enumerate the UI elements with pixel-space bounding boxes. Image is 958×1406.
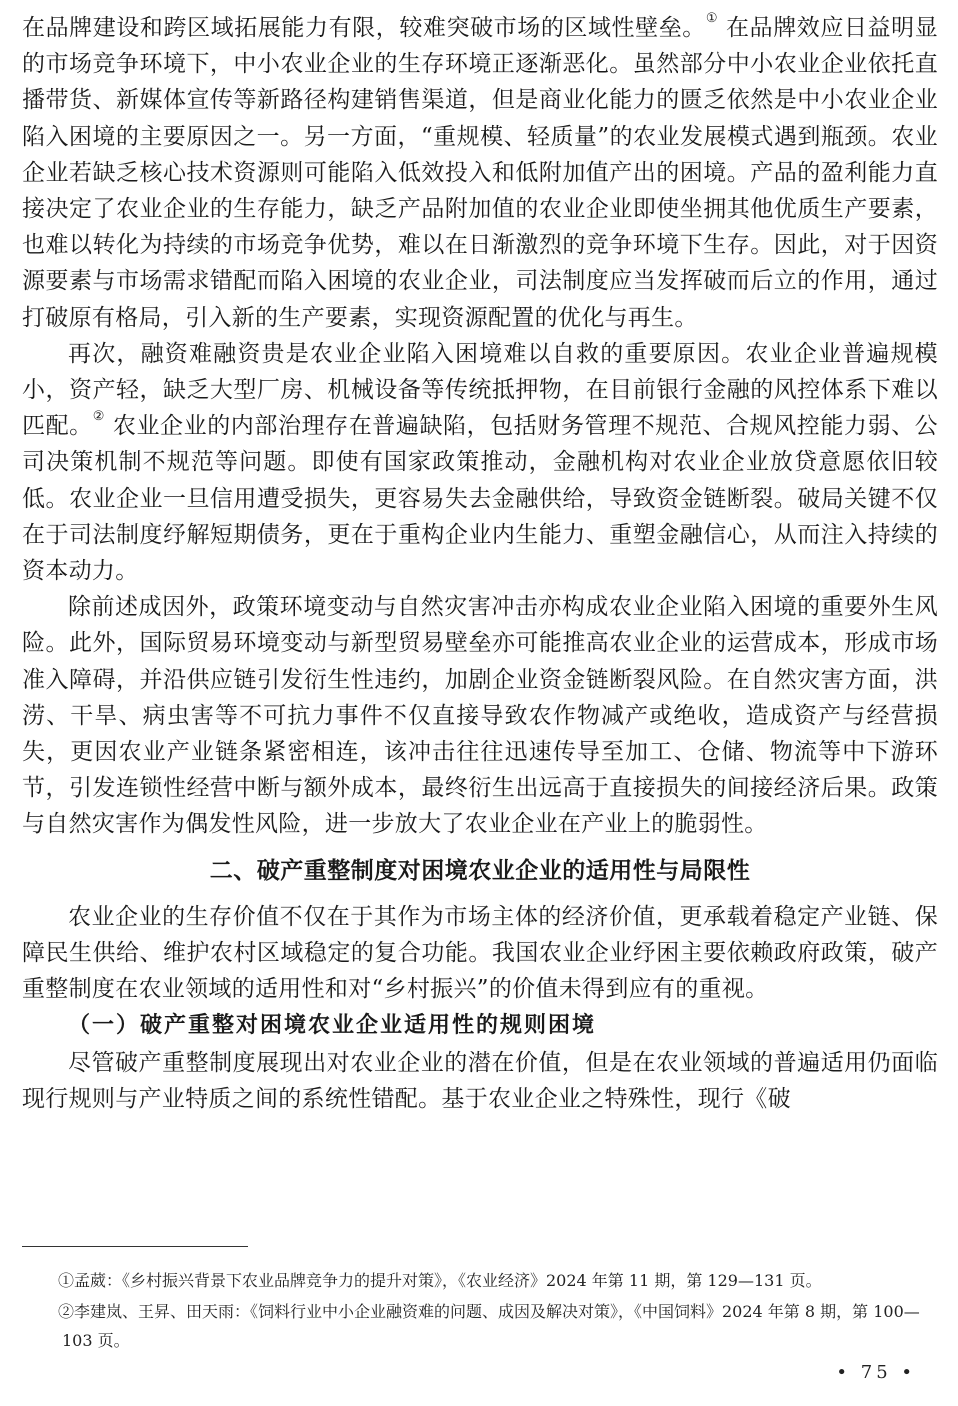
footnote-2: ②李建岚、王昇、田天雨：《饲料行业中小企业融资难的问题、成因及解决对策》，《中国饲料》2024 年第 8 期，第 100—103 页。 xyxy=(58,1302,920,1350)
paragraph-1-text-cont: 在品牌效应日益明显的市场竞争环境下，中小农业企业的生存环境正逐渐恶化。虽然部分中小农业企业依托直播带货、新媒体宣传等新路径构建销售渠道，但是商业化能力的匮乏依然是中小农业企业陷入困境的主要原因之一。另一方面，“重规模、轻质量”的农业发展模式遇到瓶颈。农业企业若缺乏核心技术资源则可能陷入低效投入和低附加值产出的困境。产品的盈利能力直接决定了农业企业的生存能力，缺乏产品附加值的农业企业即使坐拥其他优质生产要素，也难以转化为持续的市场竞争优势，难以在日渐激烈的竞争环境下生存。因此，对于因资源要素与市场需求错配而陷入困境的农业企业，司法制度应当发挥破而后立的作用，通过打破原有格局，引入新的生产要素，实现资源配置的优化与再生。 xyxy=(22,15,938,331)
paragraph-3: 除前述成因外，政策环境变动与自然灾害冲击亦构成农业企业陷入困境的重要外生风险。此外，国际贸易环境变动与新型贸易壁垒亦可能推高农业企业的运营成本，形成市场准入障碍，并沿供应链引发衍生性违约，加剧企业资金链断裂风险。在自然灾害方面，洪涝、干旱、病虫害等不可抗力事件不仅直接导致农作物减产或绝收，造成资产与经营损失，更因农业产业链条紧密相连，该冲击往往迅速传导至加工、仓储、物流等中下游环节，引发连锁性经营中断与额外成本，最终衍生出远高于直接损失的间接经济后果。政策与自然灾害作为偶发性风险，进一步放大了农业企业在产业上的脆弱性。 xyxy=(22,594,938,838)
paragraph-4: 农业企业的生存价值不仅在于其作为市场主体的经济价值，更承载着稳定产业链、保障民生供给、维护农村区域稳定的复合功能。我国农业企业纾困主要依赖政府政策，破产重整制度在农业领域的适用性和对“乡村振兴”的价值未得到应有的重视。 xyxy=(22,903,938,1003)
section-heading: 二、破产重整制度对困境农业企业的适用性与局限性 xyxy=(209,857,751,884)
footnote-divider xyxy=(22,1246,248,1247)
page-body xyxy=(22,10,938,1118)
paragraph-2-text-cont: 农业企业的内部治理存在普遍缺陷，包括财务管理不规范、合规风控能力弱、公司决策机制不规范等问题。即使有国家政策推动，金融机构对农业企业放贷意愿依旧较低。农业企业一旦信用遭受损失，更容易失去金融供给，导致资金链断裂。破局关键不仅在于司法制度纾解短期债务，更在于重构企业内生能力、重塑金融信心，从而注入持续的资本动力。 xyxy=(22,413,938,585)
footnotes xyxy=(58,1266,938,1357)
subsection-heading: （一）破产重整对困境农业企业适用性的规则困境 xyxy=(68,1013,597,1039)
footnote-1: ①孟葳：《乡村振兴背景下农业品牌竞争力的提升对策》，《农业经济》2024 年第 11 期，第 129—131 页。 xyxy=(58,1271,822,1290)
page-number: • 75 • xyxy=(836,1362,916,1383)
footnote-ref-2[interactable]: ② xyxy=(92,409,105,425)
paragraph-2 xyxy=(22,336,938,589)
paragraph-5: 尽管破产重整制度展现出对农业企业的潜在价值，但是在农业领域的普遍适用仍面临现行规则与产业特质之间的系统性错配。基于农业企业之特殊性，现行《破 xyxy=(22,1050,938,1113)
paragraph-1 xyxy=(22,10,938,336)
paragraph-2-text: 再次，融资难融资贵是农业企业陷入困境难以自救的重要原因。农业企业普遍规模小，资产轻，缺乏大型厂房、机械设备等传统抵押物，在目前银行金融的风控体系下难以匹配。 xyxy=(22,340,938,440)
footnote-ref-1[interactable]: ① xyxy=(705,11,719,26)
paragraph-1-text: 在品牌建设和跨区域拓展能力有限，较难突破市场的区域性壁垒。 xyxy=(22,15,706,41)
